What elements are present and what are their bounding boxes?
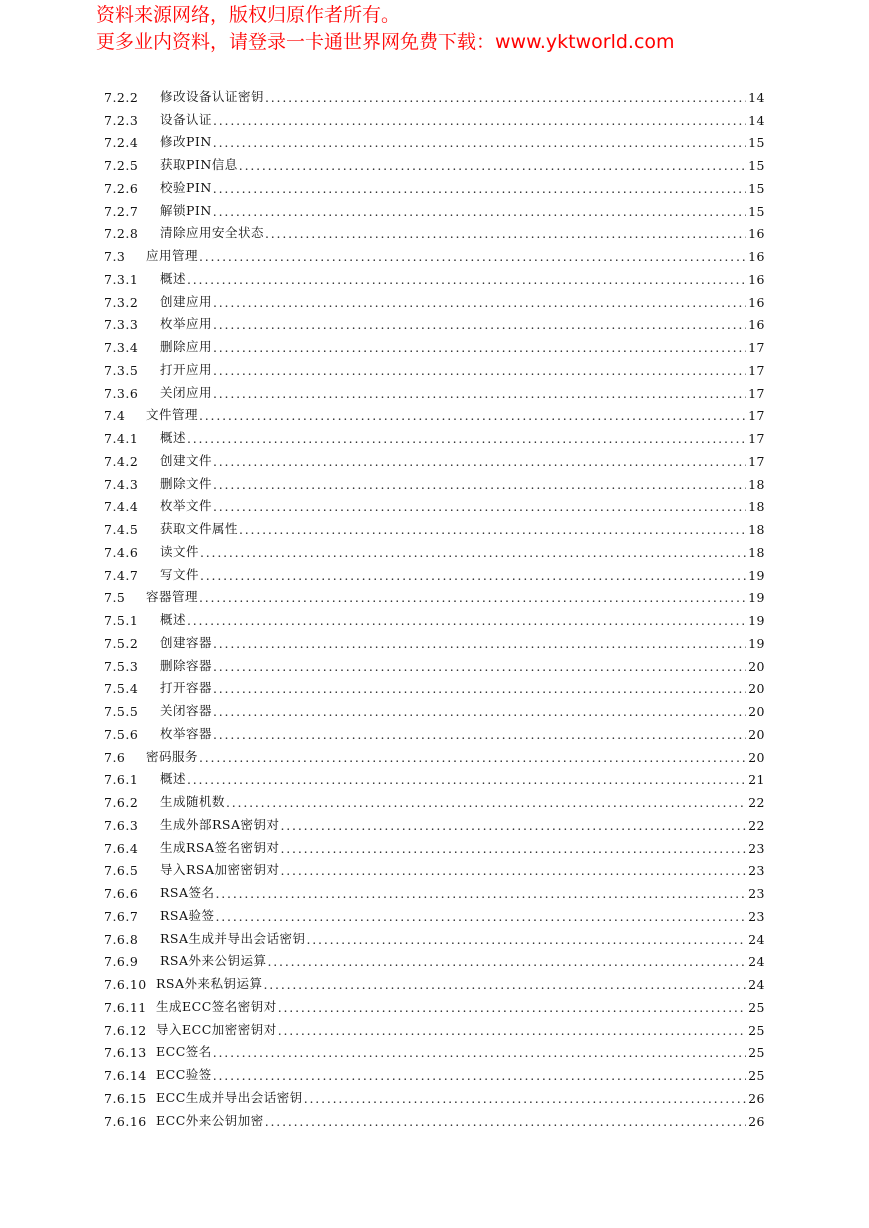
toc-entry[interactable] <box>104 264 765 287</box>
toc-entry-title: 设备认证 <box>160 111 213 127</box>
toc-entry-title: 生成ECC签名密钥对 <box>156 998 277 1014</box>
toc-entry[interactable] <box>104 674 765 697</box>
toc-entry-number: 7.4.3 <box>104 476 139 492</box>
toc-dot-leader <box>187 431 746 446</box>
toc-entry-number: 7.6.11 <box>104 999 147 1015</box>
table-of-contents <box>104 82 765 1129</box>
toc-entry-page: 22 <box>748 817 765 833</box>
toc-entry-number: 7.4.2 <box>104 453 139 469</box>
toc-entry-page: 17 <box>748 431 765 446</box>
toc-entry-number: 7.6.16 <box>104 1113 147 1129</box>
toc-entry-number: 7.5.3 <box>104 658 139 674</box>
toc-entry-page: 24 <box>748 931 765 947</box>
toc-entry-page: 16 <box>748 317 765 333</box>
toc-entry-page: 18 <box>748 476 765 492</box>
toc-entry[interactable] <box>104 173 765 196</box>
toc-entry-page: 23 <box>748 863 765 879</box>
toc-dot-leader <box>213 727 746 742</box>
toc-entry-title: 获取PIN信息 <box>160 157 238 172</box>
toc-entry-page: 20 <box>748 658 765 674</box>
toc-entry[interactable] <box>104 969 765 992</box>
toc-entry-page: 17 <box>748 362 765 378</box>
toc-entry-number: 7.3.6 <box>104 385 139 401</box>
toc-dot-leader <box>213 704 746 719</box>
toc-entry-number: 7.6.8 <box>104 931 139 947</box>
toc-entry-page: 16 <box>748 249 765 264</box>
toc-entry-page: 25 <box>748 999 765 1015</box>
toc-dot-leader <box>213 317 746 332</box>
toc-entry[interactable] <box>104 105 765 128</box>
toc-dot-leader <box>265 1114 746 1129</box>
toc-entry[interactable] <box>104 128 765 151</box>
toc-entry[interactable] <box>104 719 765 742</box>
toc-dot-leader <box>213 135 746 150</box>
toc-entry-page: 20 <box>748 726 765 742</box>
toc-dot-leader <box>281 818 747 833</box>
toc-entry-number: 7.6.12 <box>104 1022 147 1038</box>
toc-entry-title: 解锁PIN <box>160 202 212 218</box>
toc-entry-number: 7.6.14 <box>104 1068 147 1083</box>
toc-entry-page: 17 <box>748 385 765 401</box>
toc-entry-title: RSA外来私钥运算 <box>156 976 263 991</box>
toc-entry-page: 25 <box>748 1045 765 1061</box>
toc-entry-number: 7.6.15 <box>104 1090 147 1106</box>
toc-dot-leader <box>199 590 746 605</box>
toc-entry-number: 7.6.4 <box>104 840 139 856</box>
toc-entry-title: 生成外部RSA密钥对 <box>160 816 280 832</box>
toc-entry-title: 枚举应用 <box>160 316 213 332</box>
toc-entry-title: ECC验签 <box>156 1067 212 1082</box>
toc-entry[interactable] <box>104 537 765 560</box>
toc-entry-page: 17 <box>748 453 765 469</box>
toc-entry-title: 概述 <box>160 430 187 445</box>
toc-entry-title: 创建应用 <box>160 293 213 309</box>
toc-dot-leader <box>213 363 746 378</box>
toc-dot-leader <box>216 886 747 901</box>
toc-entry-number: 7.5.5 <box>104 704 139 719</box>
banner-line-2: 更多业内资料，请登录一卡通世界网免费下载：www.yktworld.com <box>96 31 675 53</box>
toc-entry-title: 创建文件 <box>160 452 213 468</box>
toc-entry-number: 7.4.1 <box>104 431 139 446</box>
toc-dot-leader <box>239 158 746 173</box>
toc-dot-leader <box>213 659 746 674</box>
toc-entry-page: 15 <box>748 203 765 219</box>
toc-entry-page: 18 <box>748 522 765 537</box>
toc-dot-leader <box>200 568 746 583</box>
toc-entry-title: 文件管理 <box>146 407 199 423</box>
toc-entry[interactable] <box>104 1015 765 1038</box>
toc-dot-leader <box>268 954 747 969</box>
toc-entry[interactable] <box>104 787 765 810</box>
toc-entry[interactable] <box>104 651 765 674</box>
toc-dot-leader <box>281 863 747 878</box>
toc-entry-page: 15 <box>748 180 765 196</box>
toc-entry-title: 读文件 <box>160 543 200 559</box>
toc-entry[interactable] <box>104 1060 765 1083</box>
toc-dot-leader <box>307 932 747 947</box>
toc-entry-page: 15 <box>748 158 765 173</box>
toc-entry-number: 7.6.2 <box>104 795 139 810</box>
toc-dot-leader <box>213 181 746 196</box>
toc-entry[interactable] <box>104 1106 765 1129</box>
toc-entry[interactable] <box>104 924 765 947</box>
toc-entry-number: 7.4.5 <box>104 522 139 537</box>
toc-entry[interactable] <box>104 492 765 515</box>
toc-entry[interactable] <box>104 241 765 264</box>
toc-entry-page: 24 <box>748 977 765 992</box>
toc-entry-number: 7.6.6 <box>104 886 139 901</box>
toc-entry[interactable] <box>104 514 765 537</box>
toc-entry[interactable] <box>104 446 765 469</box>
toc-entry-number: 7.3.2 <box>104 294 139 310</box>
toc-entry-page: 26 <box>748 1113 765 1129</box>
toc-entry[interactable] <box>104 150 765 173</box>
toc-entry-title: 创建容器 <box>160 634 213 650</box>
toc-entry-number: 7.6.9 <box>104 954 139 970</box>
toc-entry-number: 7.2.2 <box>104 89 139 105</box>
toc-entry-number: 7.3.3 <box>104 317 139 333</box>
toc-entry-page: 20 <box>748 749 765 765</box>
toc-entry-number: 7.4.6 <box>104 544 139 560</box>
toc-entry-title: 关闭应用 <box>160 384 213 400</box>
toc-entry-page: 16 <box>748 271 765 287</box>
toc-dot-leader <box>213 386 746 401</box>
toc-dot-leader <box>213 477 746 492</box>
toc-dot-leader <box>278 1000 746 1015</box>
toc-entry-page: 19 <box>748 613 765 628</box>
toc-entry-number: 7.3.4 <box>104 340 139 355</box>
toc-dot-leader <box>304 1091 746 1106</box>
toc-dot-leader <box>265 226 746 241</box>
toc-entry-number: 7.3.1 <box>104 271 139 287</box>
toc-entry[interactable] <box>104 605 765 628</box>
toc-entry-title: 清除应用安全状态 <box>160 225 265 241</box>
toc-entry-title: 生成随机数 <box>160 794 226 809</box>
toc-dot-leader <box>278 1023 746 1038</box>
toc-dot-leader <box>265 90 746 105</box>
toc-entry[interactable] <box>104 310 765 333</box>
toc-entry[interactable] <box>104 992 765 1015</box>
toc-entry-title: 修改PIN <box>160 134 212 150</box>
toc-entry-number: 7.2.3 <box>104 112 139 128</box>
toc-entry-title: 生成RSA签名密钥对 <box>160 839 280 855</box>
toc-entry-page: 22 <box>748 795 765 810</box>
toc-dot-leader <box>216 909 747 924</box>
toc-entry-title: ECC外来公钥加密 <box>156 1112 264 1128</box>
toc-entry-number: 7.2.5 <box>104 158 139 173</box>
toc-dot-leader <box>239 522 746 537</box>
toc-entry-title: 删除容器 <box>160 657 213 673</box>
toc-entry-page: 15 <box>748 135 765 151</box>
toc-entry-title: 枚举文件 <box>160 498 213 514</box>
toc-entry[interactable] <box>104 628 765 651</box>
toc-entry[interactable] <box>104 856 765 879</box>
toc-entry-title: RSA外来公钥运算 <box>160 953 267 969</box>
toc-dot-leader <box>213 340 746 355</box>
toc-entry[interactable] <box>104 423 765 446</box>
toc-entry-title: 应用管理 <box>146 248 199 263</box>
toc-entry-page: 23 <box>748 840 765 856</box>
toc-entry-page: 17 <box>748 408 765 424</box>
toc-entry[interactable] <box>104 901 765 924</box>
toc-dot-leader <box>187 613 746 628</box>
toc-entry[interactable] <box>104 196 765 219</box>
toc-entry-number: 7.5.4 <box>104 681 139 697</box>
toc-entry-number: 7.2.6 <box>104 180 139 196</box>
toc-entry-page: 18 <box>748 544 765 560</box>
toc-dot-leader <box>187 772 746 787</box>
toc-entry-title: 概述 <box>160 612 187 627</box>
toc-entry-number: 7.3.5 <box>104 362 139 378</box>
toc-entry[interactable] <box>104 947 765 970</box>
toc-entry[interactable] <box>104 1083 765 1106</box>
toc-entry[interactable] <box>104 560 765 583</box>
toc-entry-title: 获取文件属性 <box>160 521 239 536</box>
toc-entry-title: ECC签名 <box>156 1044 212 1060</box>
banner-line-1: 资料来源网络，版权归原作者所有。 <box>96 4 401 26</box>
toc-entry-page: 25 <box>748 1022 765 1038</box>
toc-dot-leader <box>213 499 746 514</box>
toc-entry-title: 枚举容器 <box>160 725 213 741</box>
toc-entry[interactable] <box>104 765 765 788</box>
toc-entry-page: 25 <box>748 1068 765 1083</box>
toc-entry-page: 18 <box>748 499 765 515</box>
toc-entry-title: RSA验签 <box>160 907 215 923</box>
toc-entry-number: 7.5.6 <box>104 726 139 742</box>
toc-entry-number: 7.2.8 <box>104 226 139 242</box>
toc-entry[interactable] <box>104 219 765 242</box>
toc-entry-title: 密码服务 <box>146 748 199 764</box>
toc-dot-leader <box>187 272 746 287</box>
toc-entry-page: 14 <box>748 89 765 105</box>
toc-entry[interactable] <box>104 82 765 105</box>
toc-entry-number: 7.4.7 <box>104 567 139 583</box>
toc-entry-title: ECC生成并导出会话密钥 <box>156 1089 303 1105</box>
toc-entry-page: 23 <box>748 886 765 901</box>
toc-entry-title: 关闭容器 <box>160 703 213 718</box>
toc-dot-leader <box>200 545 746 560</box>
toc-dot-leader <box>213 681 746 696</box>
toc-entry[interactable] <box>104 332 765 355</box>
toc-entry-title: 导入RSA加密密钥对 <box>160 862 280 878</box>
toc-entry-number: 7.6 <box>104 749 126 765</box>
toc-entry[interactable] <box>104 810 765 833</box>
toc-dot-leader <box>264 977 747 992</box>
toc-entry-title: 打开容器 <box>160 680 213 696</box>
toc-entry-number: 7.6.1 <box>104 772 139 788</box>
toc-entry-number: 7.6.10 <box>104 977 147 992</box>
toc-entry-number: 7.5.2 <box>104 635 139 651</box>
toc-entry[interactable] <box>104 742 765 765</box>
toc-entry-page: 14 <box>748 112 765 128</box>
toc-entry[interactable] <box>104 469 765 492</box>
toc-entry-number: 7.6.3 <box>104 817 139 833</box>
toc-dot-leader <box>213 295 746 310</box>
toc-entry-page: 19 <box>748 567 765 583</box>
toc-entry-number: 7.4 <box>104 408 126 424</box>
toc-entry-page: 19 <box>748 635 765 651</box>
toc-entry-title: 概述 <box>160 270 187 286</box>
toc-entry[interactable] <box>104 833 765 856</box>
toc-entry-title: RSA生成并导出会话密钥 <box>160 930 306 946</box>
toc-entry-title: RSA签名 <box>160 885 215 900</box>
toc-entry-number: 7.5.1 <box>104 613 139 628</box>
toc-entry-number: 7.3 <box>104 249 126 264</box>
toc-entry-title: 概述 <box>160 771 187 787</box>
toc-entry-title: 导入ECC加密密钥对 <box>156 1021 277 1037</box>
toc-entry[interactable] <box>104 696 765 719</box>
toc-entry-number: 7.4.4 <box>104 499 139 515</box>
toc-entry-number: 7.5 <box>104 590 126 606</box>
toc-dot-leader <box>226 795 746 810</box>
toc-entry[interactable] <box>104 583 765 606</box>
toc-entry-title: 写文件 <box>160 566 200 582</box>
toc-dot-leader <box>213 1045 746 1060</box>
toc-entry-page: 26 <box>748 1090 765 1106</box>
toc-entry-number: 7.6.7 <box>104 908 139 924</box>
toc-dot-leader <box>199 750 746 765</box>
toc-entry-page: 23 <box>748 908 765 924</box>
toc-dot-leader <box>213 1068 746 1083</box>
toc-entry[interactable] <box>104 401 765 424</box>
toc-entry[interactable] <box>104 1038 765 1061</box>
toc-entry-page: 21 <box>748 772 765 788</box>
toc-entry-page: 20 <box>748 681 765 697</box>
toc-dot-leader <box>199 408 746 423</box>
toc-entry[interactable] <box>104 287 765 310</box>
toc-entry[interactable] <box>104 355 765 378</box>
toc-entry-page: 24 <box>748 954 765 970</box>
toc-entry-page: 16 <box>748 226 765 242</box>
toc-entry-title: 容器管理 <box>146 589 199 605</box>
toc-entry-title: 修改设备认证密钥 <box>160 88 265 104</box>
toc-dot-leader <box>213 113 746 128</box>
toc-entry-number: 7.6.13 <box>104 1045 147 1061</box>
toc-dot-leader <box>281 841 747 856</box>
toc-entry-title: 打开应用 <box>160 361 213 377</box>
toc-dot-leader <box>213 204 746 219</box>
toc-dot-leader <box>213 636 746 651</box>
toc-entry[interactable] <box>104 878 765 901</box>
toc-entry-page: 19 <box>748 590 765 606</box>
toc-entry-title: 校验PIN <box>160 179 212 195</box>
toc-dot-leader <box>213 454 746 469</box>
watermark-banner <box>96 2 856 56</box>
toc-entry-title: 删除应用 <box>160 339 213 354</box>
toc-entry-page: 16 <box>748 294 765 310</box>
toc-dot-leader <box>199 249 746 264</box>
toc-entry-title: 删除文件 <box>160 475 213 491</box>
toc-entry[interactable] <box>104 378 765 401</box>
toc-entry-number: 7.2.4 <box>104 135 139 151</box>
toc-entry-page: 20 <box>748 704 765 719</box>
toc-entry-number: 7.6.5 <box>104 863 139 879</box>
toc-entry-number: 7.2.7 <box>104 203 139 219</box>
toc-entry-page: 17 <box>748 340 765 355</box>
